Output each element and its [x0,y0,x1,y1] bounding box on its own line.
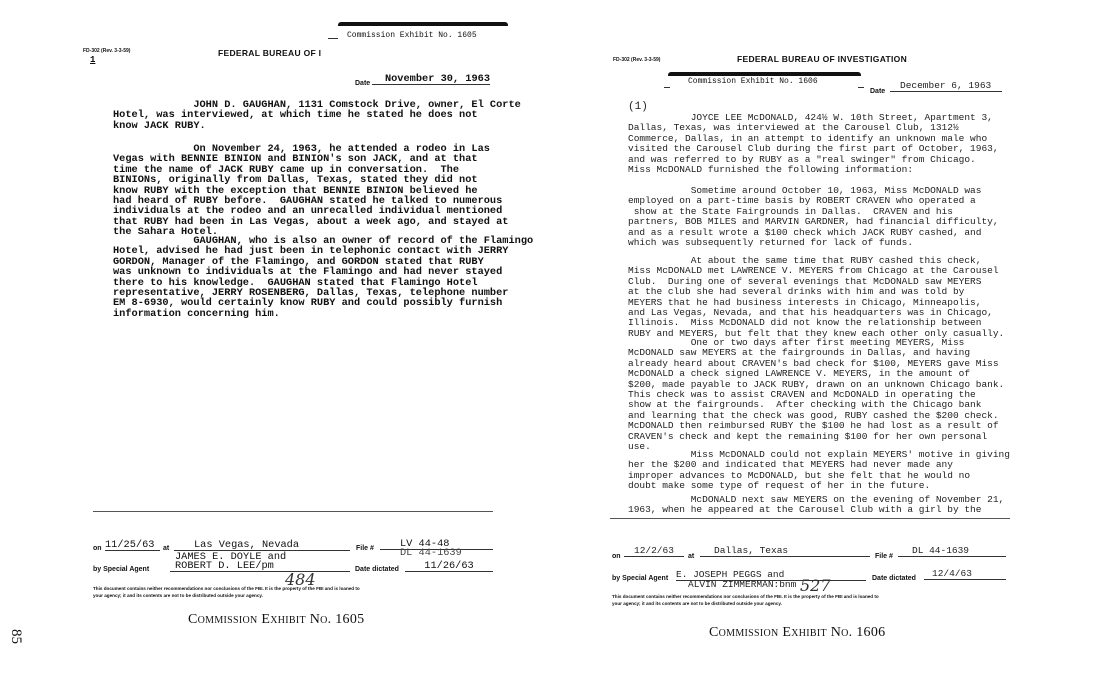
text-line: McDONALD then reimbursed RUBY the $100 he had lost as a result of [628,420,999,432]
text-line: and as a result wrote a $100 check which JACK RUBY cashed, and [628,226,982,238]
file-label: File # [875,553,893,560]
file-label: File # [356,545,374,552]
text-line: Miss McDONALD met LAWRENCE V. MEYERS from Chicago at the Carousel [628,265,999,277]
handwritten-number: 527 [800,576,831,595]
report-date: November 30, 1963 [372,74,490,85]
text-line: GAUGHAN, who is also an owner of record of the Flamingo [113,235,534,247]
text-line: there to his knowledge. GAUGHAN stated that Flamingo Hotel [113,276,478,289]
text-line: was unknown to individuals at the Flamingo and had never stayed [113,266,503,279]
text-line: show at the fairgrounds. After checking with the Chicago bank [628,399,982,411]
paragraph [113,236,533,319]
file-number: DL 44-1639 [898,546,1006,557]
page-marker: (1) [628,101,648,113]
text-line: visited the Carousel Club during the first part of October, 1963, [628,143,999,155]
text-line: use. [628,441,651,453]
file-number: LV 44-48 [380,539,493,550]
exhibit-tab-bar [668,72,861,76]
text-line: which was subsequently returned for lack of funds. [628,237,914,249]
date-label: Date [355,80,371,87]
footer-divider [610,518,1010,519]
text-line: McDONALD saw MEYERS at the fairgrounds in Dallas, and having [628,347,971,359]
disclaimer-line: your agency; it and its contents are not to be distributed outside your agency. [93,592,263,598]
exhibit-caption: Commission Exhibit No. 1605 [188,612,365,627]
text-line: JOHN D. GAUGHAN, 1131 Comstock Drive, owner, El Corte [113,99,521,111]
text-line: Hotel, was interviewed, at which time he stated he does not [113,109,478,122]
paragraph [628,450,1010,492]
text-line: improper advances to McDONALD, but she felt that he would no [628,469,971,481]
disclaimer [612,594,879,607]
form-number: FD-302 (Rev. 3-3-59) [613,57,661,63]
text-line: McDONALD a check signed LAWRENCE V. MEYERS, in the amount of [628,368,971,380]
paragraph [628,256,1004,339]
text-line: This check was to assist CRAVEN and McDONALD in operating the [628,389,976,401]
text-line: On November 24, 1963, he attended a rodeo in Las [113,143,490,155]
text-line: RUBY and MEYERS, but felt that they knew each other only casually. [628,327,1005,339]
text-line: At about the same time that RUBY cashed this check, [628,255,982,266]
tab-tick [664,87,670,88]
handwritten-number: 484 [285,570,316,589]
paragraph [628,113,999,175]
text-line: doubt make some type of request of her in the future. [628,480,931,492]
text-line: information concerning him. [113,307,280,320]
text-line: Hotel, advised he had just been in telephonic contact with JERRY [113,245,509,258]
special-agent-1: JAMES E. DOYLE and [175,551,287,563]
agency-heading: FEDERAL BUREAU OF INVESTIGATION [737,54,908,64]
text-line: MEYERS that he had business interests in Chicago, Minneapolis, [628,296,982,308]
text-line: Dallas, Texas, was interviewed at the Carousel Club, 1312½ [628,122,959,134]
disclaimer-line: This document contains neither recommendations nor conclusions of the FBI. It is the property of the FBI and is loaned to [93,586,360,591]
text-line: Illinois. Miss McDONALD did not know the relationship between [628,317,982,329]
exhibit-tab-label: Commission Exhibit No. 1606 [688,77,818,86]
disclaimer [93,586,360,599]
special-agent-2: ROBERT D. LEE/pm [170,561,350,572]
dictated-label: Date dictated [872,575,916,582]
file-number-2: DL 44-1639 [400,547,462,559]
text-line: Miss McDONALD furnished the following information: [628,164,914,176]
text-line: BINIONs, originally from Dallas, Texas, stated they did not [113,174,478,187]
interview-date: 12/2/63 [624,546,684,557]
special-agent-2: ALVIN ZIMMERMAN:bnm [688,579,797,590]
text-line: the Sahara Hotel. [113,226,219,239]
date-dictated: 11/26/63 [405,561,493,572]
paragraph [113,144,508,238]
interview-location: Dallas, Texas [700,546,870,557]
dictated-label: Date dictated [355,566,399,573]
on-label: on [612,553,621,560]
text-line: McDONALD next saw MEYERS on the evening of November 21, [628,494,1005,505]
tab-tick [328,38,338,39]
disclaimer-line: This document contains neither recommendations nor conclusions of the FBI. It is the property of the FBI and is loaned to [612,594,879,599]
page-marker: 1 [90,55,96,65]
exhibit-tab-label: Commission Exhibit No. 1605 [347,31,477,40]
text-line: Sometime around October 10, 1963, Miss McDONALD was [628,185,982,196]
exhibit-tab-bar [338,22,508,26]
text-line: Commerce, Dallas, in an attempt to identify an unknown male who [628,132,988,144]
paragraph [113,100,521,131]
paragraph [628,338,1004,452]
report-date: December 6, 1963 [890,81,1002,92]
text-line: individuals at the rodeo and an unrecalled individual mentioned [113,205,503,218]
agency-heading: FEDERAL BUREAU OF I [218,48,322,58]
text-line: know JACK RUBY. [113,119,206,132]
text-line: 1963, when he appeared at the Carousel Club with a girl by the [628,504,982,516]
text-line: that RUBY had been in Las Vegas, about a week ago, and stayed at [113,215,509,228]
text-line: $200, made payable to JACK RUBY, drawn on an unknown Chicago bank. [628,378,1005,390]
text-line: and Las Vegas, Nevada, and that his headquarters was in Chicago, [628,307,993,319]
text-line: representative, JERRY ROSENBERG, Dallas, Texas, telephone number [113,287,509,300]
paragraph [628,186,999,248]
text-line: One or two days after first meeting MEYERS, Miss [628,337,965,348]
disclaimer-line: your agency; it and its contents are not to be distributed outside your agency. [612,600,782,606]
text-line: JOYCE LEE McDONALD, 424½ W. 10th Street, Apartment 3, [628,112,993,123]
agent-label: by Special Agent [612,575,669,582]
form-number: FD-302 (Rev. 3-3-59) [83,48,131,54]
special-agent-1: E. JOSEPH PEGGS and [676,570,866,581]
text-line: Club. During one of several evenings that McDONALD saw MEYERS [628,275,982,287]
text-line: time the name of JACK RUBY came up in conversation. The [113,163,460,176]
date-dictated: 12/4/63 [924,569,1006,580]
text-line: show at the State Fairgrounds in Dallas. CRAVEN and his [628,205,953,217]
page-number: 85 [8,629,24,644]
text-line: Miss McDONALD could not explain MEYERS' motive in giving [628,449,1010,460]
agent-label: by Special Agent [93,566,150,573]
text-line: GORDON, Manager of the Flamingo, and GORDON stated that RUBY [113,255,484,268]
text-line: CRAVEN's check and kept the remaining $100 for her own personal [628,430,988,442]
date-label: Date [870,88,886,95]
on-label: on [93,545,102,552]
text-line: and was referred to by RUBY as a "real swinger" from Chicago. [628,153,976,165]
interview-date: 11/25/63 [105,540,160,551]
text-line: and learning that the check was good, RUBY cashed the $200 check. [628,409,999,421]
text-line: her the $200 and indicated that MEYERS had never made any [628,459,953,471]
paragraph [628,495,1004,516]
text-line: Vegas with BENNIE BINION and BINION's son JACK, and at that [113,153,478,166]
at-label: at [688,553,695,560]
text-line: had heard of RUBY before. GAUGHAN stated he talked to numerous [113,195,503,208]
at-label: at [163,545,170,552]
tab-tick [858,87,864,88]
text-line: already heard about CRAVEN's bad check for $100, MEYERS gave Miss [628,357,999,369]
text-line: EM 8-6930, would certainly know RUBY and could possibly furnish [113,297,503,310]
text-line: partners, BOB MILES and MARVIN GARDNER, had financial difficulty, [628,216,999,228]
exhibit-caption: Commission Exhibit No. 1606 [709,625,886,640]
text-line: know RUBY with the exception that BENNIE BINION believed he [113,184,478,197]
footer-divider [93,511,493,512]
interview-location: Las Vegas, Nevada [174,540,350,551]
text-line: employed on a part-time basis by ROBERT CRAVEN who operated a [628,195,976,207]
text-line: at the club she had several drinks with him and was told by [628,286,965,298]
